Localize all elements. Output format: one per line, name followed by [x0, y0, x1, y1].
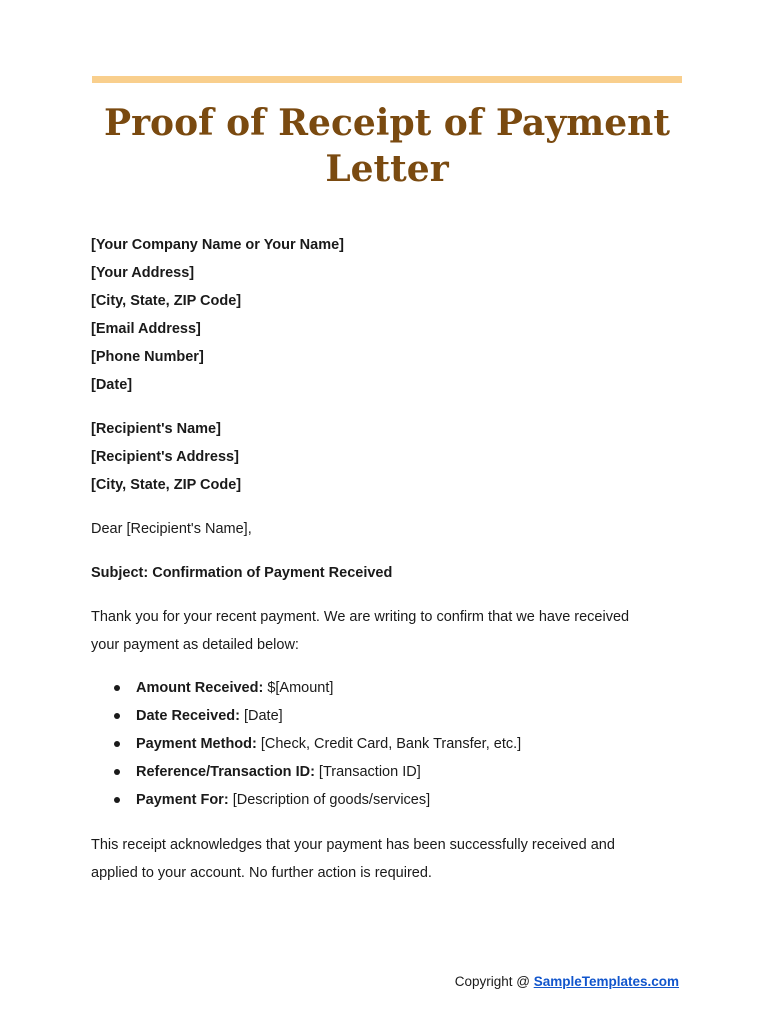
greeting — [91, 515, 691, 543]
sender-name: [Your Company Name or Your Name] — [91, 237, 344, 253]
recipient-address: [Recipient's Address] — [91, 449, 239, 465]
detail-label: Amount Received: — [136, 680, 264, 696]
list-item — [91, 702, 691, 730]
intro-line-2: your payment as detailed below: — [91, 637, 299, 653]
title-line-2: Letter — [325, 148, 449, 190]
detail-label: Payment For: — [136, 792, 229, 808]
list-item — [91, 786, 691, 814]
detail-value: [Description of goods/services] — [228, 792, 431, 808]
sender-city: [City, State, ZIP Code] — [91, 293, 242, 309]
bullet-icon — [114, 769, 120, 775]
letter-date: [Date] — [91, 377, 133, 393]
closing-line-1: This receipt acknowledges that your payment has been successfully received and — [91, 837, 615, 853]
list-item — [91, 674, 691, 702]
greeting-text: Dear [Recipient's Name], — [91, 521, 252, 537]
detail-label: Reference/Transaction ID: — [136, 764, 315, 780]
copyright-footer — [455, 970, 679, 994]
closing-line-2: applied to your account. No further action is required. — [91, 865, 432, 881]
subject-text: Subject: Confirmation of Payment Received — [91, 565, 393, 581]
sender-email: [Email Address] — [91, 321, 201, 337]
title-line-1: Proof of Receipt of Payment — [104, 102, 670, 144]
recipient-address-block — [91, 415, 691, 499]
closing-paragraph — [91, 831, 691, 887]
top-accent-rule — [92, 76, 682, 83]
intro-paragraph — [91, 603, 691, 659]
payment-details-list — [91, 674, 691, 814]
bullet-icon — [114, 713, 120, 719]
document-title — [92, 100, 682, 192]
detail-value: [Check, Credit Card, Bank Transfer, etc.] — [256, 736, 522, 752]
sender-address: [Your Address] — [91, 265, 195, 281]
detail-value: [Date] — [239, 708, 283, 724]
sampletemplates-link[interactable]: SampleTemplates.com — [533, 974, 679, 989]
sender-phone: [Phone Number] — [91, 349, 204, 365]
recipient-city: [City, State, ZIP Code] — [91, 477, 242, 493]
detail-label: Date Received: — [136, 708, 240, 724]
copyright-text: Copyright @ — [454, 974, 534, 989]
detail-label: Payment Method: — [136, 736, 257, 752]
detail-value: [Transaction ID] — [314, 764, 421, 780]
recipient-name: [Recipient's Name] — [91, 421, 221, 437]
subject-line — [91, 559, 691, 587]
intro-line-1: Thank you for your recent payment. We are writing to confirm that we have received — [91, 609, 630, 625]
list-item — [91, 758, 691, 786]
bullet-icon — [114, 797, 120, 803]
bullet-icon — [114, 741, 120, 747]
sender-address-block — [91, 231, 691, 399]
detail-value: $[Amount] — [263, 680, 334, 696]
list-item — [91, 730, 691, 758]
bullet-icon — [114, 685, 120, 691]
